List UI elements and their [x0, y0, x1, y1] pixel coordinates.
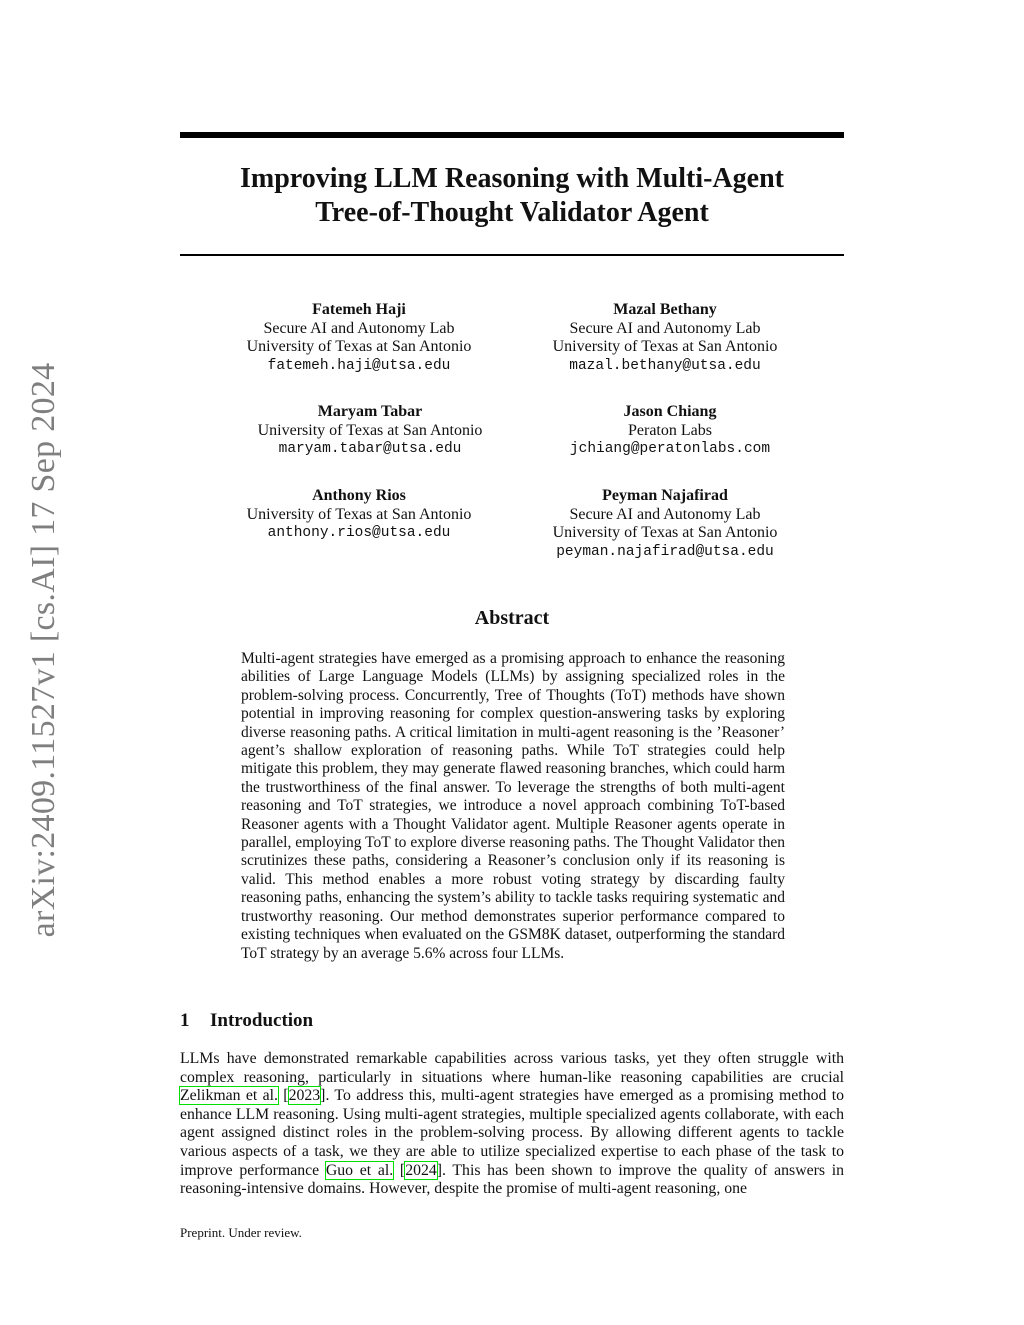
author-name: Anthony Rios [312, 487, 406, 504]
title-rule-bottom [180, 254, 844, 256]
author-affiliation: Secure AI and Autonomy Lab [569, 505, 761, 523]
title-line-1: Improving LLM Reasoning with Multi-Agent [240, 163, 784, 194]
intro-text: . This has been shown to improve the quality of answers in reasoning-intensive domains. However, despite the promise of multi-agent reasoning, one [180, 1161, 845, 1198]
author-name: Maryam Tabar [317, 403, 423, 420]
author-email: peyman.najafirad@utsa.edu [556, 543, 774, 560]
intro-text: . To address this, multi-agent strategies have emerged as a promising method to enhance LLM reasoning. Using multi-agent strategies, multiple specialized agents collaborate, with each agent assigned distinct roles in the problem-solving process. By allowing different agents to tackle various aspects of a task, we they are able to utilize specialized expertise to each phase of the task to improve performance [180, 1087, 845, 1179]
section-heading-introduction [180, 1009, 844, 1033]
arxiv-identifier: arXiv:2409.11527v1 [cs.AI] 17 Sep 2024 [25, 362, 62, 938]
intro-text: LLMs have demonstrated remarkable capabilities across various tasks, yet they often struggle with complex reasoning, particularly in situations where human-like reasoning capabilities are crucial [180, 1050, 844, 1086]
paper-title [180, 162, 844, 230]
author-affiliation: University of Texas at San Antonio [552, 524, 778, 541]
page-footer: Preprint. Under review. [180, 1225, 302, 1240]
author-affiliation: Secure AI and Autonomy Lab [569, 319, 761, 337]
author-email: maryam.tabar@utsa.edu [278, 441, 462, 457]
author-block [515, 301, 815, 375]
author-block [209, 301, 509, 375]
author-block [515, 487, 815, 561]
author-email: jchiang@peratonlabs.com [569, 441, 771, 457]
author-name: Jason Chiang [623, 403, 717, 420]
author-affiliation: University of Texas at San Antonio [552, 338, 778, 355]
author-name: Fatemeh Haji [312, 301, 406, 318]
author-affiliation: University of Texas at San Antonio [246, 338, 472, 355]
citation-link[interactable]: Zelikman et al. [180, 1087, 278, 1105]
introduction-body: LLMs have demonstrated remarkable capabilities across various tasks, yet they often struggle with complex reasoning, particularly in situations where human-like reasoning capabilities are crucial Zelikman et al. [2023]. To address this, multi-agent strategies have emerged as a promising method to enhance LLM reasoning. Using multi-agent strategies, multiple specialized agents collaborate, with each agent assigned distinct roles in the problem-solving process. By allowing different agents to tackle various aspects of a task, we they are able to utilize specialized expertise to each phase of the task to improve performance Guo et al. [2024]. This has been shown to improve the quality of answers in reasoning-intensive domains. However, despite the promise of multi-agent reasoning, one [180, 1050, 845, 1198]
citation-year-link[interactable]: 2023 [288, 1087, 321, 1105]
author-email: mazal.bethany@utsa.edu [569, 357, 761, 374]
abstract-heading: Abstract [474, 607, 550, 629]
citation-year-link[interactable]: 2024 [405, 1161, 437, 1179]
section-number: 1 [180, 1010, 190, 1031]
title-line-2: Tree-of-Thought Validator Agent [315, 197, 709, 228]
abstract-body: Multi-agent strategies have emerged as a promising approach to enhance the reasoning abilities of Large Language Models (LLMs) by assigning specialized roles in the problem-solving process. Concurrently, Tree of Thoughts (ToT) methods have shown potential in improving reasoning for complex question-answering tasks by exploring diverse reasoning paths. A critical limitation in multi-agent reasoning is the ’Reasoner’ agent’s shallow exploration of reasoning paths. While ToT strategies could help mitigate this problem, they may generate flawed reasoning branches, which could harm the trustworthiness of the final answer. To leverage the strengths of both multi-agent reasoning and ToT strategies, we introduce a novel approach combining ToT-based Reasoner agents with a Thought Validator agent. Multiple Reasoner agents operate in parallel, employing ToT to explore diverse reasoning paths. The Thought Validator then scrutinizes these paths, considering a Reasoner’s conclusion only if its reasoning is valid. This method enables a more robust voting strategy by discarding faulty reasoning paths, enhancing the system’s ability to tackle tasks requiring systematic and trustworthy reasoning. Our method demonstrates superior performance compared to existing techniques when evaluated on the GSM8K dataset, outperforming the standard ToT strategy by an average 5.6% across four LLMs. [241, 650, 785, 962]
author-affiliation: Peraton Labs [628, 421, 712, 439]
author-block [520, 403, 820, 459]
author-affiliation: University of Texas at San Antonio [257, 421, 483, 439]
author-name: Mazal Bethany [613, 301, 717, 318]
title-rule-top [180, 132, 844, 138]
section-title: Introduction [210, 1010, 314, 1031]
citation-link[interactable]: Guo et al. [325, 1161, 394, 1179]
author-affiliation: University of Texas at San Antonio [246, 505, 472, 523]
author-name: Peyman Najafirad [602, 487, 728, 504]
author-block [209, 487, 509, 543]
author-block [220, 403, 520, 459]
author-affiliation: Secure AI and Autonomy Lab [263, 319, 455, 337]
author-email: fatemeh.haji@utsa.edu [267, 357, 451, 374]
author-email: anthony.rios@utsa.edu [267, 525, 451, 541]
